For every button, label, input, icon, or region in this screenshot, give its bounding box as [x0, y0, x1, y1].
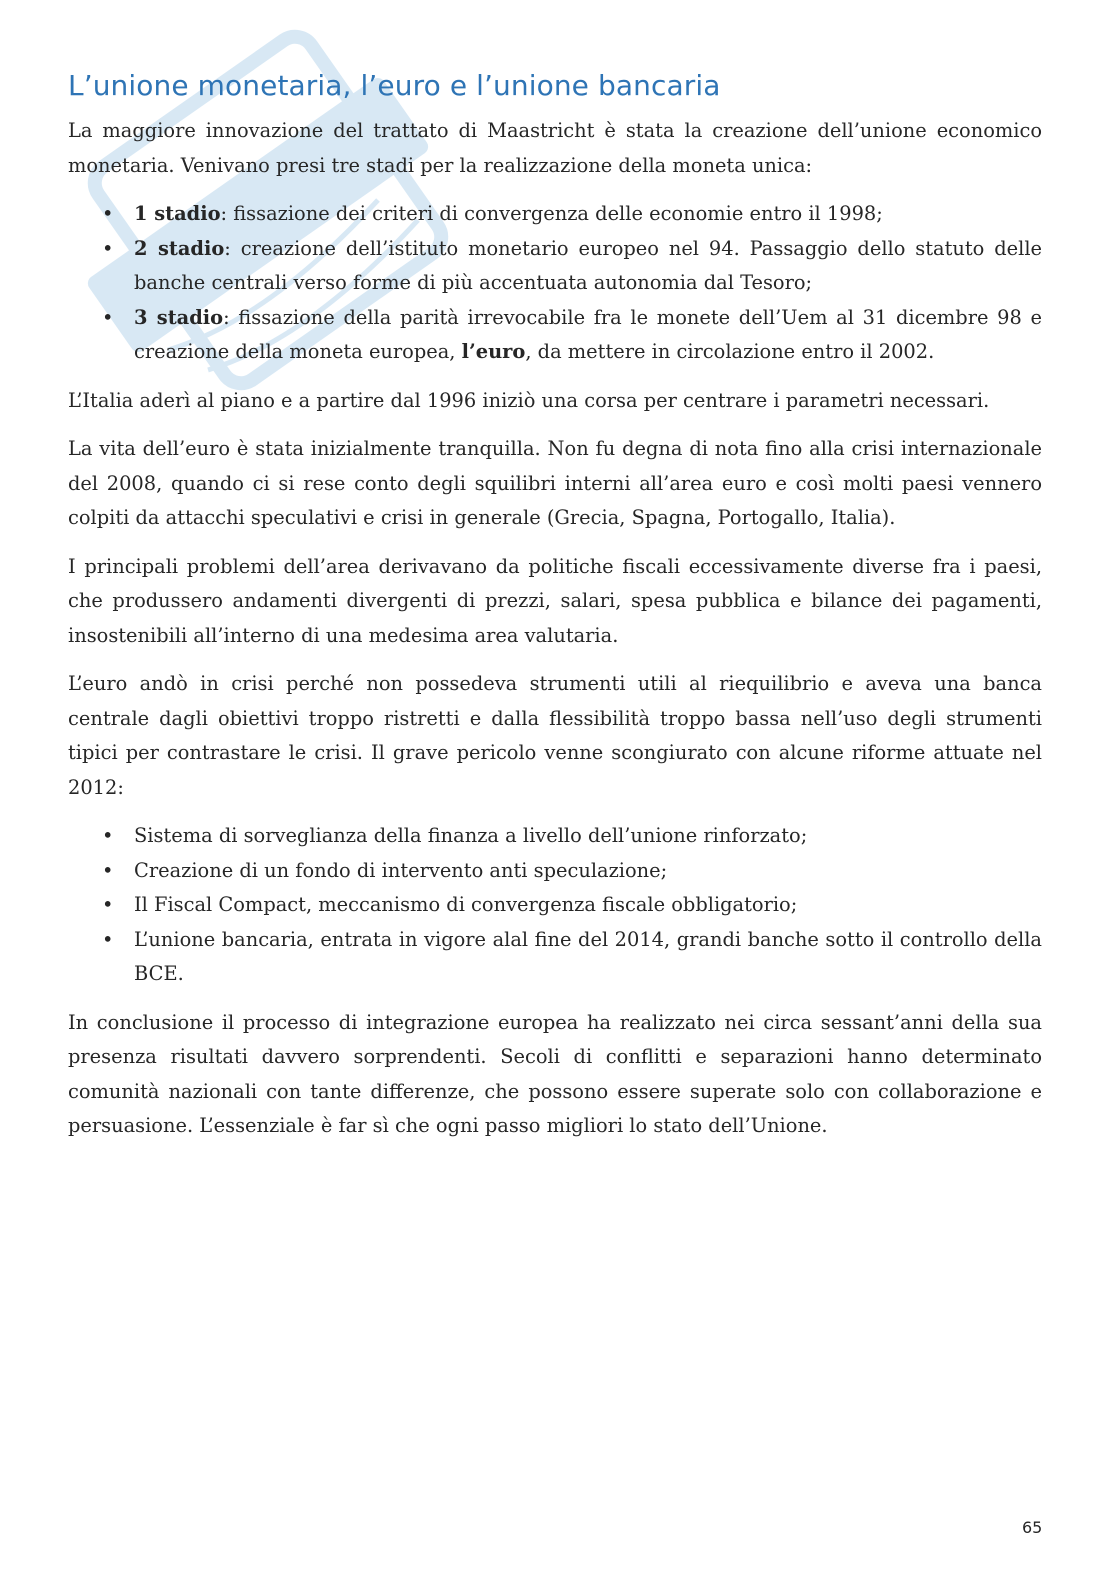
bullet-icon: • [102, 824, 114, 847]
list-item-stage-1 [68, 197, 1042, 232]
bullet-icon: • [102, 927, 114, 951]
paragraph-problems: I principali problemi dell’area derivavano da politiche fiscali eccessivamente diverse fra i paesi, che produssero andamenti divergenti di prezzi, salari, spesa pubblica e bilance dei pagamenti, insostenibili all’interno di una medesima area valutaria. [68, 554, 1042, 647]
stage-label: 3 stadio [134, 305, 224, 329]
page-content [68, 64, 1042, 1158]
reforms-list [68, 819, 1042, 992]
stage-bold-term: l’euro [461, 340, 526, 363]
list-item-reform [68, 888, 1042, 923]
bullet-icon: • [102, 305, 114, 329]
bullet-icon: • [102, 893, 114, 916]
paragraph-italy: L’Italia aderì al piano e a partire dal 1996 iniziò una corsa per centrare i parametri necessari. [68, 388, 990, 412]
stages-list [68, 197, 1042, 370]
stage-text-end: , da mettere in circolazione entro il 2002. [525, 340, 935, 363]
stage-text: : fissazione della parità irrevocabile fra le monete dell’Uem al 31 dicembre 98 e creazione della moneta europea, [134, 305, 1043, 363]
list-item-stage-3 [68, 301, 1042, 370]
stage-text: : fissazione dei criteri di convergenza delle economie entro il 1998; [220, 202, 883, 225]
stage-label: 1 stadio [134, 202, 221, 225]
list-item-reform [68, 819, 1042, 854]
stage-label: 2 stadio [134, 236, 225, 260]
reform-text: Il Fiscal Compact, meccanismo di convergenza fiscale obbligatorio; [134, 893, 798, 916]
bullet-icon: • [102, 858, 114, 882]
paragraph-crisis: L’euro andò in crisi perché non possedeva strumenti utili al riequilibrio e aveva una banca centrale dagli obiettivi troppo ristretti e dalla flessibilità troppo bassa nell’uso degli strumenti tipici per contrastare le crisi. Il grave pericolo venne scongiurato con alcune riforme attuate nel 2012: [68, 672, 1042, 799]
reform-text: Creazione di un fondo di intervento anti speculazione; [134, 858, 668, 882]
paragraph-conclusion: In conclusione il processo di integrazione europea ha realizzato nei circa sessant’anni della sua presenza risultati davvero sorprendenti. Secoli di conflitti e separazioni hanno determinato comunità nazionali con tante differenze, che possono essere superate solo con collaborazione e persuasione. L’essenziale è far sì che ogni passo migliori lo stato dell’Unione. [68, 1010, 1042, 1137]
section-heading: L’unione monetaria, l’euro e l’unione bancaria [68, 69, 721, 102]
list-item-stage-2 [68, 232, 1042, 301]
bullet-icon: • [102, 236, 114, 260]
reform-text: L’unione bancaria, entrata in vigore alal fine del 2014, grandi banche sotto il controllo della BCE. [134, 927, 1042, 985]
page-number: 65 [1022, 1518, 1043, 1537]
bullet-icon: • [102, 202, 114, 225]
list-item-reform [68, 854, 1042, 889]
list-item-reform [68, 923, 1042, 992]
paragraph-intro: La maggiore innovazione del trattato di Maastricht è stata la creazione dell’unione economico monetaria. Venivano presi tre stadi per la realizzazione della moneta unica: [68, 119, 1042, 177]
paragraph-euro-life: La vita dell’euro è stata inizialmente tranquilla. Non fu degna di nota fino alla crisi internazionale del 2008, quando ci si rese conto degli squilibri interni all’area euro e così molti paesi vennero colpiti da attacchi speculativi e crisi in generale (Grecia, Spagna, Portogallo, Italia). [68, 437, 1042, 529]
reform-text: Sistema di sorveglianza della finanza a livello dell’unione rinforzato; [134, 824, 808, 847]
stage-text: : creazione dell’istituto monetario europeo nel 94. Passaggio dello statuto delle banche centrali verso forme di più accentuata autonomia dal Tesoro; [134, 236, 1042, 294]
